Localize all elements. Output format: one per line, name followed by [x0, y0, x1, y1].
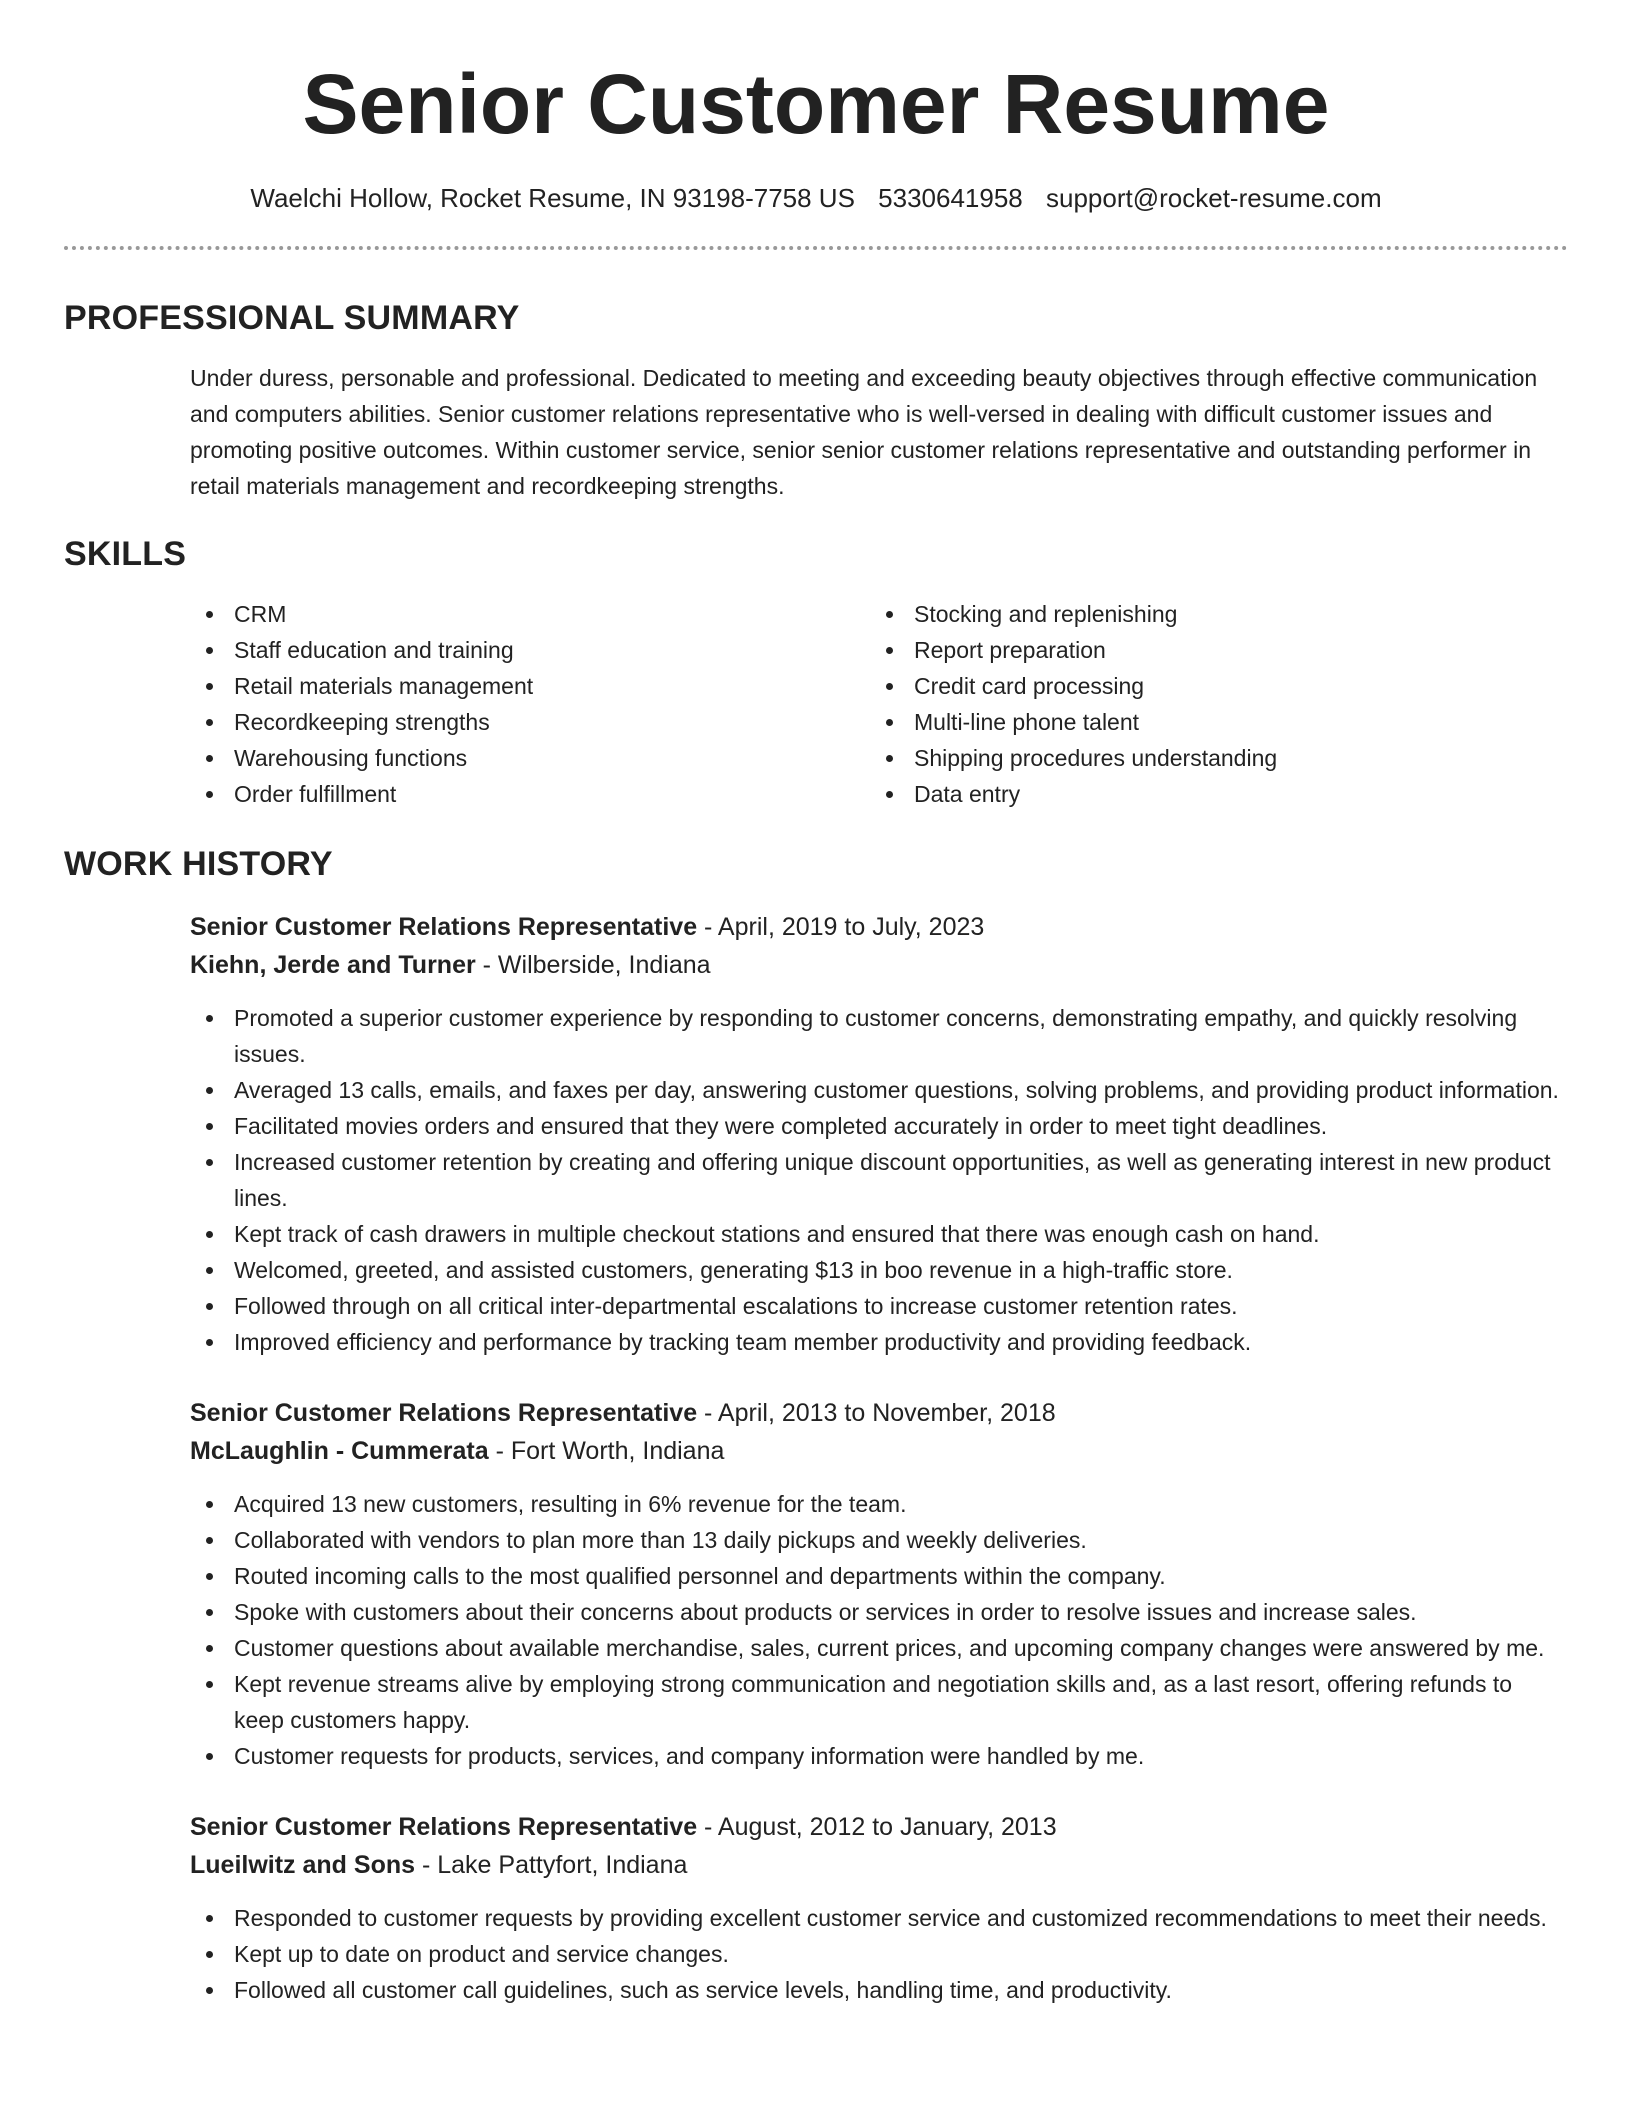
skills-list — [190, 596, 1568, 812]
contact-address: Waelchi Hollow, Rocket Resume, IN 93198-7758 US — [250, 183, 855, 213]
job-bullet: Promoted a superior customer experience by responding to customer concerns, demonstrating empathy, and quickly resolving issues. — [190, 1000, 1568, 1072]
job-company-line — [190, 946, 1568, 984]
job-bullet: Followed through on all critical inter-departmental escalations to increase customer retention rates. — [190, 1288, 1568, 1324]
skill-item: Staff education and training — [190, 632, 870, 668]
skill-item: Order fulfillment — [190, 776, 870, 812]
job-entry — [190, 1808, 1568, 2008]
job-bullet: Customer requests for products, services, and company information were handled by me. — [190, 1738, 1568, 1774]
job-entry — [190, 1394, 1568, 1774]
job-bullet: Spoke with customers about their concerns about products or services in order to resolve issues and increase sales. — [190, 1594, 1568, 1630]
job-title-line — [190, 1808, 1568, 1846]
skill-item: Multi-line phone talent — [870, 704, 1550, 740]
resume-title: Senior Customer Resume — [302, 57, 1330, 151]
job-role: Senior Customer Relations Representative — [190, 1399, 698, 1427]
skill-item: Report preparation — [870, 632, 1550, 668]
skill-item: CRM — [190, 596, 870, 632]
job-role: Senior Customer Relations Representative — [190, 1813, 698, 1841]
job-bullet: Facilitated movies orders and ensured that they were completed accurately in order to meet tight deadlines. — [190, 1108, 1568, 1144]
job-title-line — [190, 908, 1568, 946]
contact-email: support@rocket-resume.com — [1046, 183, 1382, 213]
skill-item: Retail materials management — [190, 668, 870, 704]
job-title-line — [190, 1394, 1568, 1432]
job-bullet: Kept up to date on product and service changes. — [190, 1936, 1568, 1972]
job-dates: - April, 2019 to July, 2023 — [697, 913, 985, 941]
skill-item: Data entry — [870, 776, 1550, 812]
job-bullets — [190, 1900, 1568, 2008]
job-bullet: Responded to customer requests by providing excellent customer service and customized recommendations to meet their needs. — [190, 1900, 1568, 1936]
skill-item: Shipping procedures understanding — [870, 740, 1550, 776]
skills-column-left — [190, 596, 870, 812]
contact-line — [64, 180, 1568, 216]
job-bullet: Improved efficiency and performance by tracking team member productivity and providing feedback. — [190, 1324, 1568, 1360]
job-company: McLaughlin - Cummerata — [190, 1437, 489, 1465]
job-bullet: Customer questions about available merchandise, sales, current prices, and upcoming company changes were answered by me. — [190, 1630, 1568, 1666]
skill-item: Recordkeeping strengths — [190, 704, 870, 740]
job-bullet: Averaged 13 calls, emails, and faxes per day, answering customer questions, solving problems, and providing product information. — [190, 1072, 1568, 1108]
contact-phone: 5330641958 — [878, 183, 1023, 213]
job-company-line — [190, 1432, 1568, 1470]
skills-column-right — [870, 596, 1550, 812]
work-history-heading: WORK HISTORY — [64, 845, 333, 883]
job-bullet: Increased customer retention by creating and offering unique discount opportunities, as well as generating interest in new product lines. — [190, 1144, 1568, 1216]
skill-item: Credit card processing — [870, 668, 1550, 704]
job-company-line — [190, 1846, 1568, 1884]
job-entry — [190, 908, 1568, 1360]
job-bullet: Welcomed, greeted, and assisted customers, generating $13 in boo revenue in a high-traffic store. — [190, 1252, 1568, 1288]
job-location: - Fort Worth, Indiana — [488, 1437, 725, 1465]
job-dates: - April, 2013 to November, 2018 — [697, 1399, 1056, 1427]
job-bullets — [190, 1000, 1568, 1360]
job-bullet: Routed incoming calls to the most qualified personnel and departments within the company. — [190, 1558, 1568, 1594]
skill-item: Stocking and replenishing — [870, 596, 1550, 632]
header-divider — [64, 246, 1568, 250]
job-bullets — [190, 1486, 1568, 1774]
job-bullet: Kept revenue streams alive by employing strong communication and negotiation skills and, as a last resort, offering refunds to keep customers happy. — [190, 1666, 1568, 1738]
job-company: Lueilwitz and Sons — [190, 1851, 416, 1879]
job-role: Senior Customer Relations Representative — [190, 913, 698, 941]
summary-heading: PROFESSIONAL SUMMARY — [64, 299, 520, 337]
job-location: - Lake Pattyfort, Indiana — [415, 1851, 688, 1879]
job-dates: - August, 2012 to January, 2013 — [697, 1813, 1057, 1841]
job-company: Kiehn, Jerde and Turner — [190, 951, 476, 979]
job-bullet: Acquired 13 new customers, resulting in 6% revenue for the team. — [190, 1486, 1568, 1522]
job-bullet: Collaborated with vendors to plan more than 13 daily pickups and weekly deliveries. — [190, 1522, 1568, 1558]
job-bullet: Followed all customer call guidelines, such as service levels, handling time, and productivity. — [190, 1972, 1568, 2008]
summary-text: Under duress, personable and professional. Dedicated to meeting and exceeding beauty objectives through effective communication and computers abilities. Senior customer relations representative who is well-versed in dealing with difficult customer issues and promoting positive outcomes. Within customer service, senior senior customer relations representative and outstanding performer in retail materials management and recordkeeping strengths. — [190, 365, 1538, 499]
skills-heading: SKILLS — [64, 535, 187, 573]
skill-item: Warehousing functions — [190, 740, 870, 776]
job-bullet: Kept track of cash drawers in multiple checkout stations and ensured that there was enough cash on hand. — [190, 1216, 1568, 1252]
job-location: - Wilberside, Indiana — [475, 951, 711, 979]
